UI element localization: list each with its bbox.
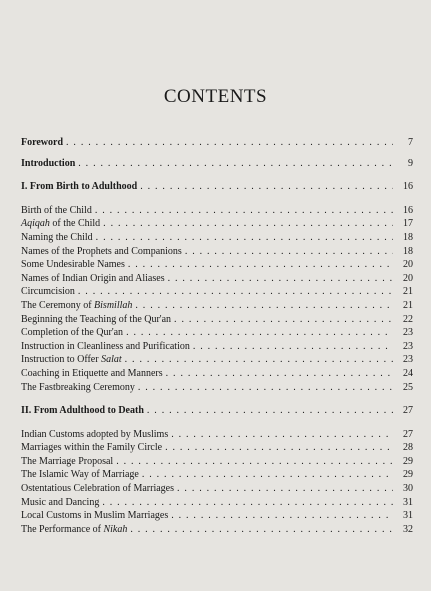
dot-leader bbox=[138, 381, 393, 395]
toc-entry bbox=[21, 285, 413, 299]
toc-entry-page: 23 bbox=[403, 354, 413, 366]
toc-entry-page: 29 bbox=[403, 455, 413, 467]
toc-entry bbox=[21, 353, 413, 367]
dot-leader bbox=[193, 340, 393, 354]
toc-entry bbox=[21, 340, 413, 354]
toc-entry-label: The Islamic Way of Marriage bbox=[21, 469, 139, 481]
dot-leader bbox=[185, 245, 393, 259]
toc-entry-page: 31 bbox=[403, 496, 413, 508]
section-1-entries bbox=[21, 204, 413, 394]
toc-entry-page: 17 bbox=[403, 218, 413, 230]
toc-entry bbox=[21, 217, 413, 231]
toc-entry-page: 32 bbox=[403, 523, 413, 535]
toc-entry-page: 27 bbox=[403, 428, 413, 440]
dot-leader bbox=[95, 204, 393, 218]
toc-entry-page: 23 bbox=[403, 340, 413, 352]
dot-leader bbox=[171, 509, 393, 523]
toc-entry-page: 16 bbox=[403, 204, 413, 216]
toc-entry-label: Ostentatious Celebration of Marriages bbox=[21, 483, 175, 495]
dot-leader bbox=[147, 404, 393, 418]
toc-entry-label-prefix: Instruction to Offer bbox=[21, 354, 102, 366]
toc-entry-label-italic: Nikah bbox=[103, 523, 128, 535]
toc-entry bbox=[21, 509, 413, 523]
toc-entry-label: Names of the Prophets and Companions bbox=[21, 245, 182, 257]
toc-entry-introduction bbox=[21, 157, 413, 171]
toc-entry-label: Local Customs in Muslim Marriages bbox=[21, 510, 169, 522]
toc-entry bbox=[21, 441, 413, 455]
toc-entry-label-prefix: The Ceremony of bbox=[21, 299, 95, 311]
toc-entry-label-italic: Bismillah bbox=[94, 299, 133, 311]
dot-leader bbox=[177, 482, 393, 496]
toc-entry-label bbox=[21, 523, 127, 537]
toc-entry-label bbox=[21, 353, 122, 367]
toc-entry-label-prefix: The Performance of bbox=[21, 523, 104, 535]
toc-entry-page: 29 bbox=[403, 469, 413, 481]
toc-entry-label: Beginning the Teaching of the Qur'an bbox=[21, 313, 172, 325]
toc-entry bbox=[21, 299, 413, 313]
toc-entry-label-italic: Salat bbox=[101, 354, 122, 366]
toc-entry-label: Foreword bbox=[21, 137, 64, 148]
toc-entry bbox=[21, 231, 413, 245]
toc-entry-label-rest: of the Child bbox=[49, 218, 101, 230]
dot-leader bbox=[116, 455, 393, 469]
toc-entry-page: 23 bbox=[403, 327, 413, 339]
toc-entry-foreword bbox=[21, 136, 413, 150]
toc-entry-page: 18 bbox=[403, 245, 413, 257]
toc-entry bbox=[21, 245, 413, 259]
toc-entry-label: The Fastbreaking Ceremony bbox=[21, 381, 135, 393]
toc-entry-page: 9 bbox=[408, 157, 413, 169]
section-heading-label: II. From Adulthood to Death bbox=[21, 405, 144, 417]
toc-entry-page: 28 bbox=[403, 442, 413, 454]
toc-entry-label bbox=[21, 217, 100, 231]
toc-entry-page: 22 bbox=[403, 313, 413, 325]
dot-leader bbox=[78, 157, 393, 171]
toc-entry-page: 20 bbox=[403, 272, 413, 284]
toc-entry bbox=[21, 204, 413, 218]
toc-entry bbox=[21, 272, 413, 286]
toc-entry bbox=[21, 367, 413, 381]
toc-entry-page: 30 bbox=[403, 483, 413, 495]
toc-entry-page: 18 bbox=[403, 231, 413, 243]
toc-entry-label: Coaching in Etiquette and Manners bbox=[21, 367, 163, 379]
section-heading-page: 27 bbox=[403, 405, 413, 417]
toc-entry-label: Introduction bbox=[21, 157, 76, 169]
section-heading-2 bbox=[21, 404, 413, 418]
dot-leader bbox=[168, 272, 393, 286]
toc-entry bbox=[21, 428, 413, 442]
dot-leader bbox=[96, 231, 393, 245]
table-of-contents bbox=[21, 136, 413, 536]
toc-entry-page: 21 bbox=[403, 299, 413, 311]
dot-leader bbox=[171, 428, 393, 442]
toc-entry-label: Naming the Child bbox=[21, 231, 93, 243]
toc-entry-label: Birth of the Child bbox=[21, 204, 92, 216]
dot-leader bbox=[78, 285, 393, 299]
dot-leader bbox=[165, 441, 393, 455]
section-heading-page: 16 bbox=[403, 181, 413, 193]
toc-entry-label: Circumcision bbox=[21, 286, 75, 298]
toc-entry bbox=[21, 381, 413, 395]
toc-entry bbox=[21, 313, 413, 327]
dot-leader bbox=[126, 326, 393, 340]
toc-entry bbox=[21, 482, 413, 496]
toc-entry-page: 20 bbox=[403, 259, 413, 271]
toc-entry-label: Names of Indian Origin and Aliases bbox=[21, 272, 165, 284]
toc-entry bbox=[21, 523, 413, 537]
section-heading-label: I. From Birth to Adulthood bbox=[21, 181, 138, 193]
toc-entry-page: 24 bbox=[403, 367, 413, 379]
section-2-entries bbox=[21, 428, 413, 537]
toc-entry bbox=[21, 468, 413, 482]
toc-entry-label-italic: Aqiqah bbox=[21, 218, 50, 230]
toc-entry bbox=[21, 326, 413, 340]
toc-entry-label: The Marriage Proposal bbox=[21, 455, 114, 467]
toc-entry-label: Some Undesirable Names bbox=[21, 259, 125, 271]
dot-leader bbox=[125, 353, 393, 367]
section-heading-1 bbox=[21, 180, 413, 194]
dot-leader bbox=[130, 523, 393, 537]
toc-entry-label: Completion of the Qur'an bbox=[21, 327, 124, 339]
dot-leader bbox=[174, 313, 393, 327]
toc-entry bbox=[21, 258, 413, 272]
toc-entry-label: Indian Customs adopted by Muslims bbox=[21, 428, 169, 440]
toc-entry-page: 25 bbox=[403, 381, 413, 393]
toc-entry-label bbox=[21, 299, 132, 313]
dot-leader bbox=[140, 180, 393, 194]
dot-leader bbox=[102, 496, 393, 510]
toc-entry bbox=[21, 455, 413, 469]
toc-entry-page: 31 bbox=[403, 510, 413, 522]
toc-entry-page: 21 bbox=[403, 286, 413, 298]
toc-entry-label: Instruction in Cleanliness and Purification bbox=[21, 340, 190, 352]
page-title: CONTENTS bbox=[163, 86, 268, 107]
dot-leader bbox=[66, 136, 393, 150]
toc-entry-label: Music and Dancing bbox=[21, 496, 100, 508]
dot-leader bbox=[142, 468, 393, 482]
toc-entry-label: Marriages within the Family Circle bbox=[21, 442, 163, 454]
toc-entry bbox=[21, 496, 413, 510]
toc-entry-page: 7 bbox=[408, 137, 413, 148]
dot-leader bbox=[135, 299, 393, 313]
dot-leader bbox=[166, 367, 393, 381]
dot-leader bbox=[128, 258, 393, 272]
dot-leader bbox=[103, 217, 393, 231]
